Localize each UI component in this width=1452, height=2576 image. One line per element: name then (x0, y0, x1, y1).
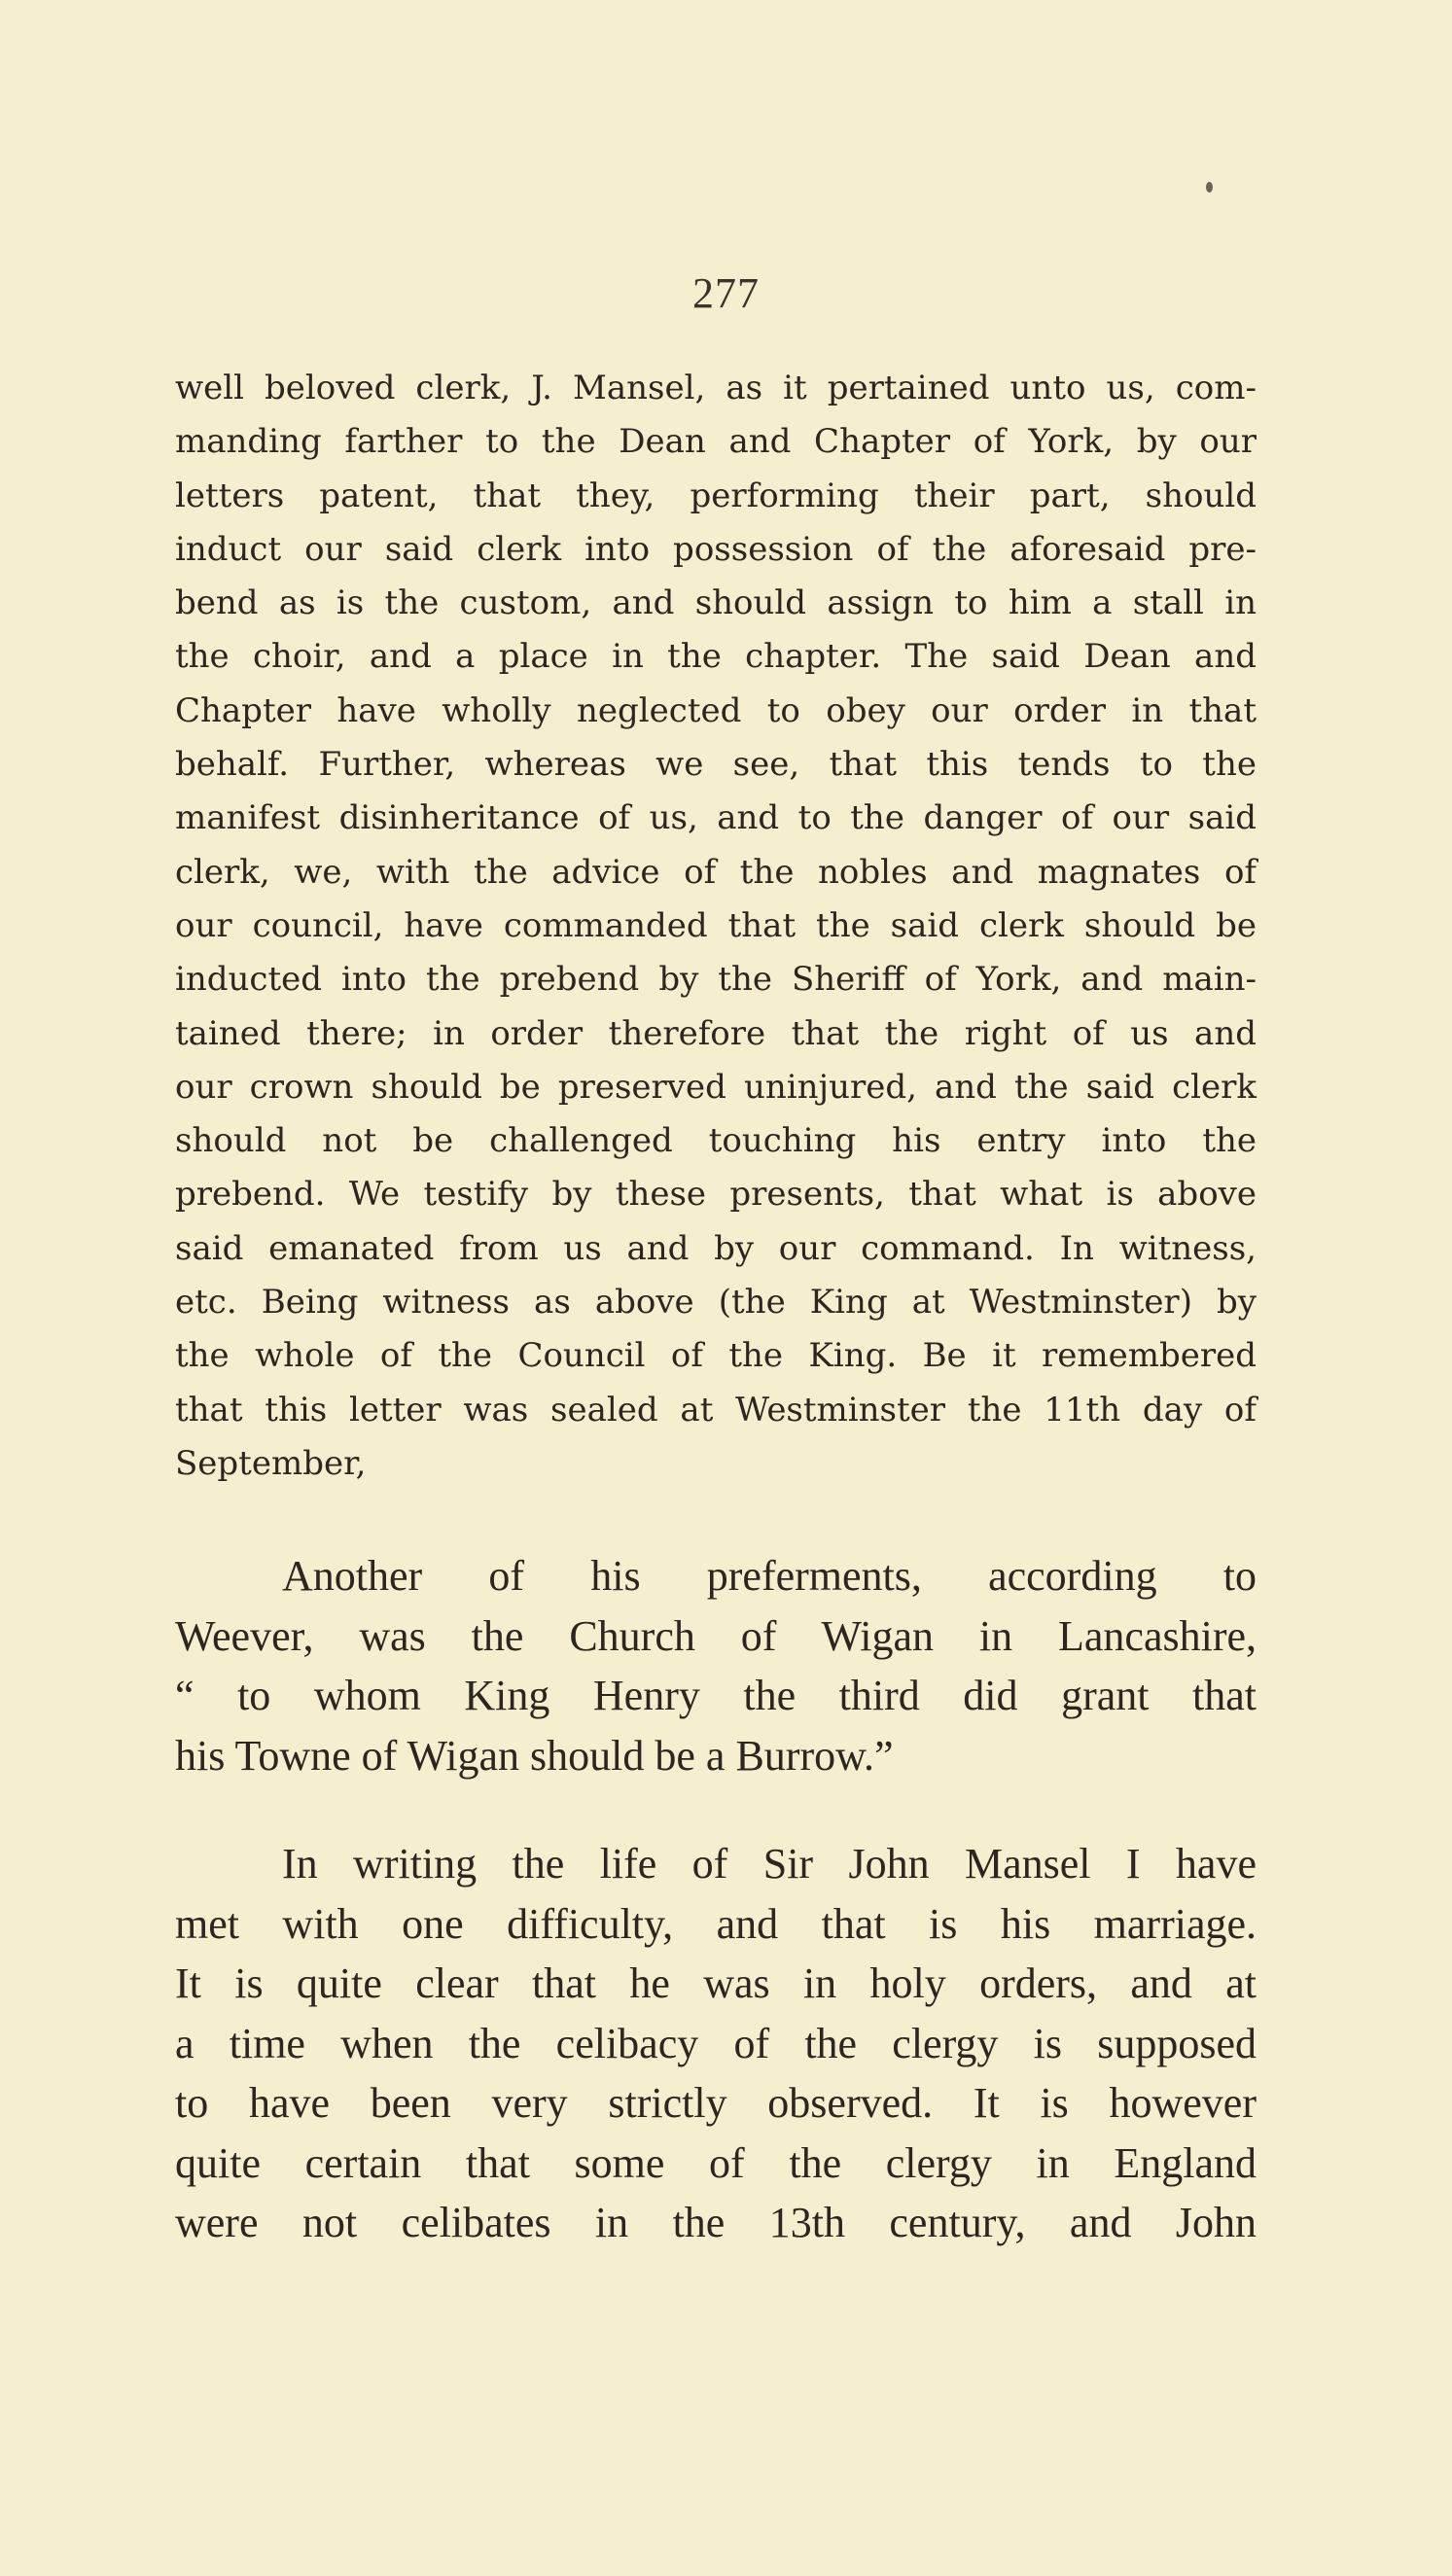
text-line: tained there; in order therefore that the right of us and (175, 1013, 1257, 1053)
text-line: manifest disinheritance of us, and to the danger of our said (175, 798, 1257, 838)
text-line: In writing the life of Sir John Mansel I have (282, 1840, 1257, 1888)
text-line: our crown should be preserved uninjured, and the said clerk (175, 1067, 1257, 1107)
text-line: bend as is the custom, and should assign to him a stall in (175, 583, 1257, 623)
text-line: the whole of the Council of the King. Be it remembered (175, 1336, 1257, 1376)
text-line: should not be challenged touching his entry into the (175, 1121, 1257, 1161)
text-line: manding farther to the Dean and Chapter of York, by our (175, 422, 1257, 462)
text-line: “ to whom King Henry the third did grant that (175, 1672, 1257, 1719)
text-line: to have been very strictly observed. It is however (175, 2079, 1257, 2127)
ink-speck (1206, 182, 1213, 193)
text-line: induct our said clerk into possession of the aforesaid pre- (175, 529, 1257, 569)
text-line: Chapter have wholly neglected to obey our order in that (175, 690, 1257, 730)
text-line: our council, have commanded that the said clerk should be (175, 905, 1257, 945)
text-line: September, (175, 1443, 367, 1483)
text-line: etc. Being witness as above (the King at Westminster) by (175, 1283, 1257, 1323)
preferments-paragraph (175, 1546, 1257, 1785)
text-line: said emanated from us and by our command. In witness, (175, 1228, 1257, 1268)
text-line: letters patent, that they, performing their part, should (175, 476, 1257, 515)
text-line: that this letter was sealed at Westminster the 11th day of (175, 1390, 1257, 1429)
text-line: were not celibates in the 13th century, and John (175, 2199, 1257, 2246)
marriage-paragraph (175, 1834, 1257, 2253)
text-line: well beloved clerk, J. Mansel, as it pertained unto us, com- (175, 369, 1257, 407)
text-line: clerk, we, with the advice of the nobles and magnates of (175, 852, 1257, 892)
text-line: his Towne of Wigan should be a Burrow.” (175, 1731, 894, 1780)
text-line: a time when the celibacy of the clergy is supposed (175, 2019, 1257, 2067)
text-line: Another of his preferments, according to (282, 1552, 1257, 1600)
page-number: 277 (692, 269, 760, 317)
text-line: It is quite clear that he was in holy orders, and at (175, 1959, 1257, 2007)
quoted-letter-paragraph (175, 362, 1257, 1491)
text-line: the choir, and a place in the chapter. The said Dean and (175, 637, 1257, 677)
text-line: inducted into the prebend by the Sheriff of York, and main- (175, 960, 1257, 1000)
text-line: met with one difficulty, and that is his marriage. (175, 1899, 1257, 1948)
text-line: behalf. Further, whereas we see, that this tends to the (175, 745, 1257, 785)
text-line: Weever, was the Church of Wigan in Lancashire, (175, 1611, 1257, 1660)
text-line: quite certain that some of the clergy in England (175, 2138, 1257, 2187)
text-line: prebend. We testify by these presents, that what is above (175, 1175, 1257, 1215)
